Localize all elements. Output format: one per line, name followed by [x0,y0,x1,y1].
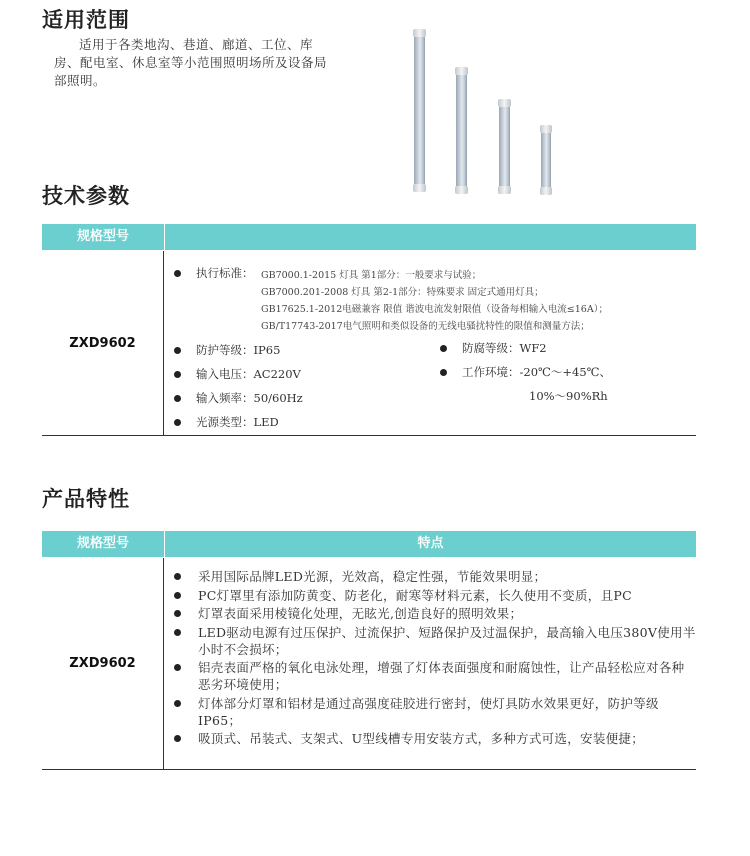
standard-line: GB7000.1-2015 灯具 第1部分：一般要求与试验； [261,270,482,281]
feature-item: 灯体部分灯罩和铝材是通过高强度硅胶进行密封，使灯具防水效果更好，防护等级IP65； [174,695,696,729]
bullet-icon [174,371,181,378]
feature-item: LED驱动电源有过压保护、过流保护、短路保护及过温保护，最高输入电压380V使用半小时不会损坏； [174,624,696,658]
light-source-spec: 光源类型：LED [196,415,279,429]
bullet-icon [174,419,181,426]
tech-title: 技术参数 [42,184,130,208]
feature-item: PC灯罩里有添加防黄变、防老化，耐寒等材料元素，长久使用不变质，且PC [174,587,696,604]
standard-label: 执行标准： [196,266,254,280]
anticorrosion-spec: 防腐等级：WF2 [462,341,547,355]
standard-line: GB/T17743-2017电气照明和类似设备的无线电骚扰特性的限值和测量方法； [261,321,590,332]
feature-item: 吸顶式、吊装式、支架式、U型线槽专用安装方式，多种方式可选，安装便捷； [174,730,696,747]
features-header-feature: 特点 [164,531,696,557]
features-table-header [42,531,696,557]
bullet-icon [174,592,181,599]
features-table-body [42,557,696,769]
bullet-icon [174,270,181,277]
bullet-icon [440,345,447,352]
tube-light-2 [456,70,467,192]
features-header-model: 规格型号 [76,536,129,551]
bullet-icon [174,629,181,636]
bullet-icon [174,735,181,742]
frequency-spec: 输入频率：50/60Hz [196,391,303,405]
bullet-icon [174,573,181,580]
feature-item: 灯罩表面采用棱镜化处理，无眩光,创造良好的照明效果； [174,605,696,622]
features-model: ZXD9602 [42,558,164,769]
standard-line: GB17625.1-2012电磁兼容 限值 谐波电流发射限值（设备每相输入电流≤16A）； [261,304,608,315]
bullet-icon [440,369,447,376]
bullet-icon [174,610,181,617]
features-table [42,531,696,770]
feature-item: 采用国际品牌LED光源，光效高，稳定性强，节能效果明显； [174,568,696,585]
voltage-spec: 输入电压：AC220V [196,367,301,381]
tech-model: ZXD9602 [42,251,164,435]
bullet-icon [174,700,181,707]
feature-item: 铝壳表面严格的氧化电泳处理，增强了灯体表面强度和耐腐蚀性，让产品轻松应对各种恶劣环境使用； [174,659,696,693]
bullet-icon [174,664,181,671]
tube-light-3 [499,102,510,192]
bullet-icon [174,395,181,402]
tech-header-blank [164,224,696,250]
bullet-icon [174,347,181,354]
scope-text: 适用于各类地沟、巷道、廊道、工位、库房、配电室、休息室等小范围照明场所及设备局部照明。 [54,37,328,88]
features-list-container [164,558,696,769]
tech-table-body [42,250,696,435]
features-list [174,568,696,749]
tech-table-header [42,224,696,250]
tech-specs [164,251,696,435]
tech-header-model: 规格型号 [76,229,129,244]
standard-line: GB7000.201-2008 灯具 第2-1部分：特殊要求 固定式通用灯具； [261,287,544,298]
humidity-spec: 10%～90%Rh [529,389,608,403]
tube-light-4 [541,128,551,193]
tube-light-1 [414,32,425,190]
protection-spec: 防护等级：IP65 [196,343,281,357]
environment-spec: 工作环境：-20℃～+45℃、 [462,365,612,379]
features-title: 产品特性 [42,487,130,511]
tech-table [42,224,696,436]
scope-title: 适用范围 [42,8,130,32]
